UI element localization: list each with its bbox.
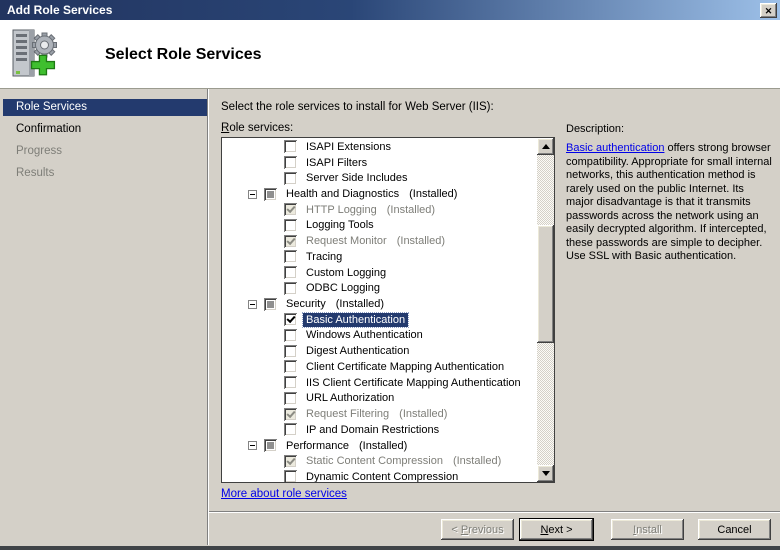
close-button[interactable]: [760, 3, 777, 18]
tree-item-label[interactable]: Dynamic Content Compression: [306, 470, 459, 483]
triangle-up-icon: [542, 144, 550, 149]
sidebar-item[interactable]: [3, 143, 207, 160]
close-icon: ✕: [764, 5, 773, 16]
sidebar-item-label: Results: [16, 167, 55, 179]
tree-item-label[interactable]: Server Side Includes: [306, 172, 408, 185]
tree-item-label[interactable]: Client Certificate Mapping Authentication: [306, 360, 505, 373]
tree-row[interactable]: [223, 265, 536, 281]
checkbox[interactable]: [284, 376, 297, 389]
role-services-tree[interactable]: [221, 137, 555, 483]
scrollbar-thumb[interactable]: [537, 225, 554, 343]
description-body: offers strong browser compatibility. Appropriate for small internal networks, this authentication method is rarely used on the public Internet. Its major disadvantage is that it transmits passwords across the network using an easily decrypted algorithm. If intercepted, these passwords are simple to decipher. Use SSL with Basic authentication.: [566, 142, 772, 262]
checkbox[interactable]: [264, 439, 277, 452]
tree-row[interactable]: [223, 422, 536, 438]
checkbox: [284, 203, 297, 216]
tree-row[interactable]: [223, 359, 536, 375]
tree-row[interactable]: [223, 202, 536, 218]
sidebar-item[interactable]: [3, 165, 207, 182]
tree-item-label[interactable]: Digest Authentication: [306, 345, 410, 358]
tree-row[interactable]: [223, 375, 536, 391]
scrollbar[interactable]: [537, 138, 554, 482]
cancel-button[interactable]: Cancel: [697, 518, 772, 541]
tree-row[interactable]: [223, 249, 536, 265]
checkbox[interactable]: [284, 329, 297, 342]
tree-item-label[interactable]: Health and Diagnostics: [286, 188, 400, 201]
installed-badge: (Installed): [335, 298, 385, 311]
checkbox[interactable]: [284, 345, 297, 358]
checkbox[interactable]: [284, 156, 297, 169]
tree-row[interactable]: [223, 280, 536, 296]
previous-button: < Previous: [440, 518, 515, 541]
wizard-header: [0, 20, 780, 89]
tree-row[interactable]: [223, 186, 536, 202]
checkbox: [284, 408, 297, 421]
tree-row[interactable]: [223, 218, 536, 234]
collapse-icon[interactable]: [248, 300, 257, 309]
tree-row[interactable]: [223, 406, 536, 422]
checkbox[interactable]: [284, 392, 297, 405]
checkbox[interactable]: [284, 470, 297, 483]
tree-row[interactable]: [223, 469, 536, 483]
tree-item-label[interactable]: ODBC Logging: [306, 282, 380, 295]
tree-row[interactable]: [223, 391, 536, 407]
tree-item-label[interactable]: ISAPI Extensions: [306, 140, 391, 153]
tree-item-label[interactable]: Custom Logging: [306, 266, 387, 279]
tree-item-label[interactable]: Windows Authentication: [306, 329, 423, 342]
installed-badge: (Installed): [409, 188, 458, 201]
tree-item-label[interactable]: HTTP Logging: [306, 203, 377, 216]
checkbox: [284, 235, 297, 248]
tree-rows: [223, 139, 536, 483]
installed-badge: (Installed): [452, 455, 502, 468]
tree-row[interactable]: [223, 296, 536, 312]
installed-badge: (Installed): [386, 203, 436, 216]
scroll-up-button[interactable]: [537, 138, 554, 155]
tree-item-label[interactable]: IP and Domain Restrictions: [306, 423, 440, 436]
checkbox[interactable]: [284, 282, 297, 295]
tree-row[interactable]: [223, 438, 536, 454]
tree-row[interactable]: [223, 170, 536, 186]
install-button: Install: [610, 518, 685, 541]
tree-item-label[interactable]: Security: [286, 298, 326, 311]
button-bar: [209, 511, 780, 545]
more-about-role-services-link[interactable]: More about role services: [221, 488, 347, 500]
checkbox: [284, 455, 297, 468]
installed-badge: (Installed): [399, 408, 448, 421]
collapse-icon[interactable]: [248, 441, 257, 450]
sidebar-item-label: Confirmation: [16, 123, 82, 135]
basic-authentication-link[interactable]: Basic authentication: [566, 142, 665, 154]
tree-item-label[interactable]: Basic Authentication: [303, 313, 408, 327]
checkbox[interactable]: [284, 140, 297, 153]
instruction-text: Select the role services to install for Web Server (IIS):: [221, 101, 494, 113]
triangle-down-icon: [542, 471, 550, 476]
tree-item-label[interactable]: Static Content Compression: [306, 455, 443, 468]
checkbox[interactable]: [284, 250, 297, 263]
checkbox[interactable]: [264, 298, 277, 311]
tree-row[interactable]: [223, 328, 536, 344]
tree-row[interactable]: [223, 233, 536, 249]
next-button[interactable]: Next >: [519, 518, 594, 541]
tree-item-label[interactable]: ISAPI Filters: [306, 156, 368, 169]
tree-item-label[interactable]: URL Authorization: [306, 392, 395, 405]
tree-item-label[interactable]: Tracing: [306, 250, 343, 263]
checkbox[interactable]: [284, 360, 297, 373]
installed-badge: (Installed): [358, 439, 408, 452]
wizard-steps: [0, 89, 208, 545]
checkbox[interactable]: [284, 172, 297, 185]
tree-row[interactable]: [223, 155, 536, 171]
scroll-down-button[interactable]: [537, 465, 554, 482]
sidebar-item-label: Role Services: [16, 101, 87, 113]
sidebar-item-label: Progress: [16, 145, 63, 157]
checkbox[interactable]: [284, 313, 297, 326]
checkbox[interactable]: [284, 266, 297, 279]
role-services-label: Role services:: [221, 122, 294, 134]
collapse-icon[interactable]: [248, 190, 257, 199]
checkbox[interactable]: [284, 219, 297, 232]
page-title: Select Role Services: [105, 46, 262, 63]
checkbox[interactable]: [264, 188, 277, 201]
tree-row[interactable]: [223, 312, 536, 328]
tree-item-label[interactable]: Request Monitor: [306, 235, 387, 248]
tree-item-label[interactable]: Performance: [286, 439, 349, 452]
server-add-gear-icon: [10, 27, 60, 88]
titlebar[interactable]: [0, 0, 780, 20]
description-panel: [555, 89, 780, 511]
sidebar-item[interactable]: [3, 99, 207, 116]
tree-item-label[interactable]: IIS Client Certificate Mapping Authentication: [306, 376, 521, 389]
window-title: Add Role Services: [7, 3, 113, 17]
description-text: [566, 142, 772, 264]
tree-row[interactable]: [223, 343, 536, 359]
tree-item-label[interactable]: Request Filtering: [306, 408, 390, 421]
checkbox[interactable]: [284, 423, 297, 436]
tree-item-label[interactable]: Logging Tools: [306, 219, 374, 232]
tree-row[interactable]: [223, 453, 536, 469]
tree-row[interactable]: [223, 139, 536, 155]
installed-badge: (Installed): [396, 235, 446, 248]
description-heading: Description:: [566, 123, 625, 135]
sidebar-item[interactable]: [3, 121, 207, 138]
